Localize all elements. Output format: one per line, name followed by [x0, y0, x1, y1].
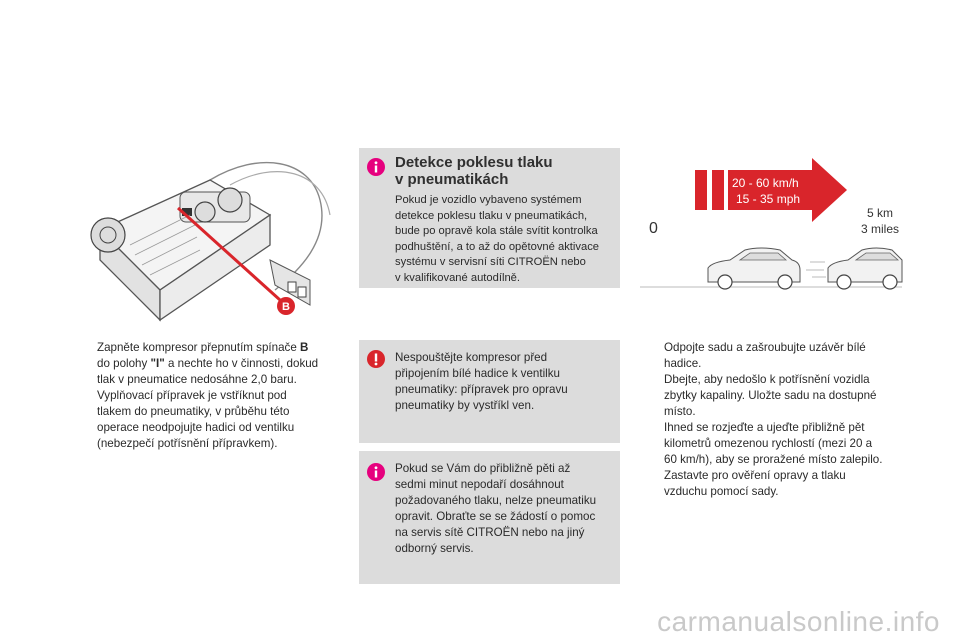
right-text-line: 60 km/h), aby se proražené místo zalepilo. [664, 453, 883, 466]
info-panel-tpms [359, 148, 620, 288]
position-label: "I" [150, 357, 165, 370]
start-label: 0 [649, 220, 658, 237]
tpms-title-line2: v pneumatikách [395, 171, 509, 188]
pressure-text-line: opravit. Obraťte se se žádostí o pomoc [395, 510, 596, 523]
warning-text-line: připojením bílé hadice k ventilku [395, 367, 560, 380]
watermark: carmanualsonline.info [657, 606, 940, 637]
left-text-line: operace neodpojujte hadici od ventilku [97, 421, 295, 434]
warning-text-line: Nespouštějte kompresor před [395, 351, 548, 364]
tpms-text-line: bude po opravě kola stále svítit kontrolka [395, 225, 598, 237]
left-text-line1: Zapněte kompresor přepnutím spínače [97, 341, 300, 354]
right-instruction-2 [643, 420, 913, 468]
pressure-text-line: požadovaného tlaku, nelze pneumatiku [395, 494, 597, 507]
distance-km: 5 km [867, 206, 894, 220]
right-text-line: místo. [664, 405, 696, 418]
speed-kmh: 20 - 60 km/h [732, 176, 799, 190]
left-text-line2c: a nechte ho v činnosti, dokud [164, 357, 319, 370]
pressure-text-line: na servis sítě CITROËN nebo na jiný [395, 526, 585, 539]
pressure-text-line: sedmi minut nepodaří dosáhnout [395, 478, 564, 491]
info-panel-pressure [359, 451, 620, 584]
distance-miles: 3 miles [861, 222, 900, 236]
car-icon [806, 248, 902, 289]
left-text-line: (nebezpečí potřísnění přípravkem). [97, 437, 278, 450]
pressure-text-line: Pokud se Vám do přibližně pěti až [395, 462, 571, 475]
speed-distance-diagram [640, 150, 910, 290]
right-text-line: Dbejte, aby nedošlo k potřísnění vozidla [664, 373, 870, 386]
right-instruction-1 [643, 340, 913, 420]
car-icon [708, 248, 800, 289]
right-text-line: Zastavte pro ověření opravy a tlaku [664, 469, 846, 482]
info-icon [367, 158, 385, 176]
tpms-text-line: podhuštění, a to až do opětovné aktivace [395, 240, 600, 253]
warning-text-line: pneumatiky by vystříkl ven. [395, 399, 535, 412]
right-text-line: Odpojte sadu a zašroubujte uzávěr bílé [664, 341, 866, 354]
info-icon [367, 463, 385, 481]
tpms-text-line: detekce poklesu tlaku v pneumatikách, [395, 209, 588, 222]
warning-icon [367, 350, 385, 368]
right-instruction-3 [643, 468, 913, 500]
left-text-line: tlakem do pneumatiky, v průběhu této [97, 405, 290, 418]
left-text-line: Vyplňovací přípravek je vstříknut pod [97, 389, 287, 402]
right-text-line: Ihned se rozjeďte a ujeďte přibližně pět [664, 421, 865, 434]
tpms-text-line: v kvalifikované autodílně. [395, 271, 521, 284]
warning-panel [359, 340, 620, 443]
speed-mph: 15 - 35 mph [736, 192, 801, 206]
left-instruction [76, 340, 346, 452]
switch-b-label: B [300, 341, 309, 354]
pressure-text-line: odborný servis. [395, 542, 474, 555]
left-text-line2a: do polohy [97, 357, 151, 370]
left-text-line: tlak v pneumatice nedosáhne 2,0 baru. [97, 373, 297, 386]
warning-text-line: pneumatiky: přípravek pro opravu [395, 383, 568, 396]
tpms-text-line: Pokud je vozidlo vybaveno systémem [395, 194, 582, 206]
right-text-line: vzduchu pomocí sady. [664, 485, 779, 498]
right-text-line: kilometrů omezenou rychlostí (mezi 20 a [664, 437, 873, 450]
compressor-illustration [60, 140, 350, 325]
tpms-text-line: systému v servisní síti CITROËN nebo [395, 256, 586, 268]
switch-label-b: B [282, 301, 290, 313]
tpms-title-line1: Detekce poklesu tlaku [395, 154, 553, 171]
right-text-line: hadice. [664, 357, 702, 370]
right-text-line: zbytky kapaliny. Uložte sadu na dostupné [664, 389, 877, 402]
